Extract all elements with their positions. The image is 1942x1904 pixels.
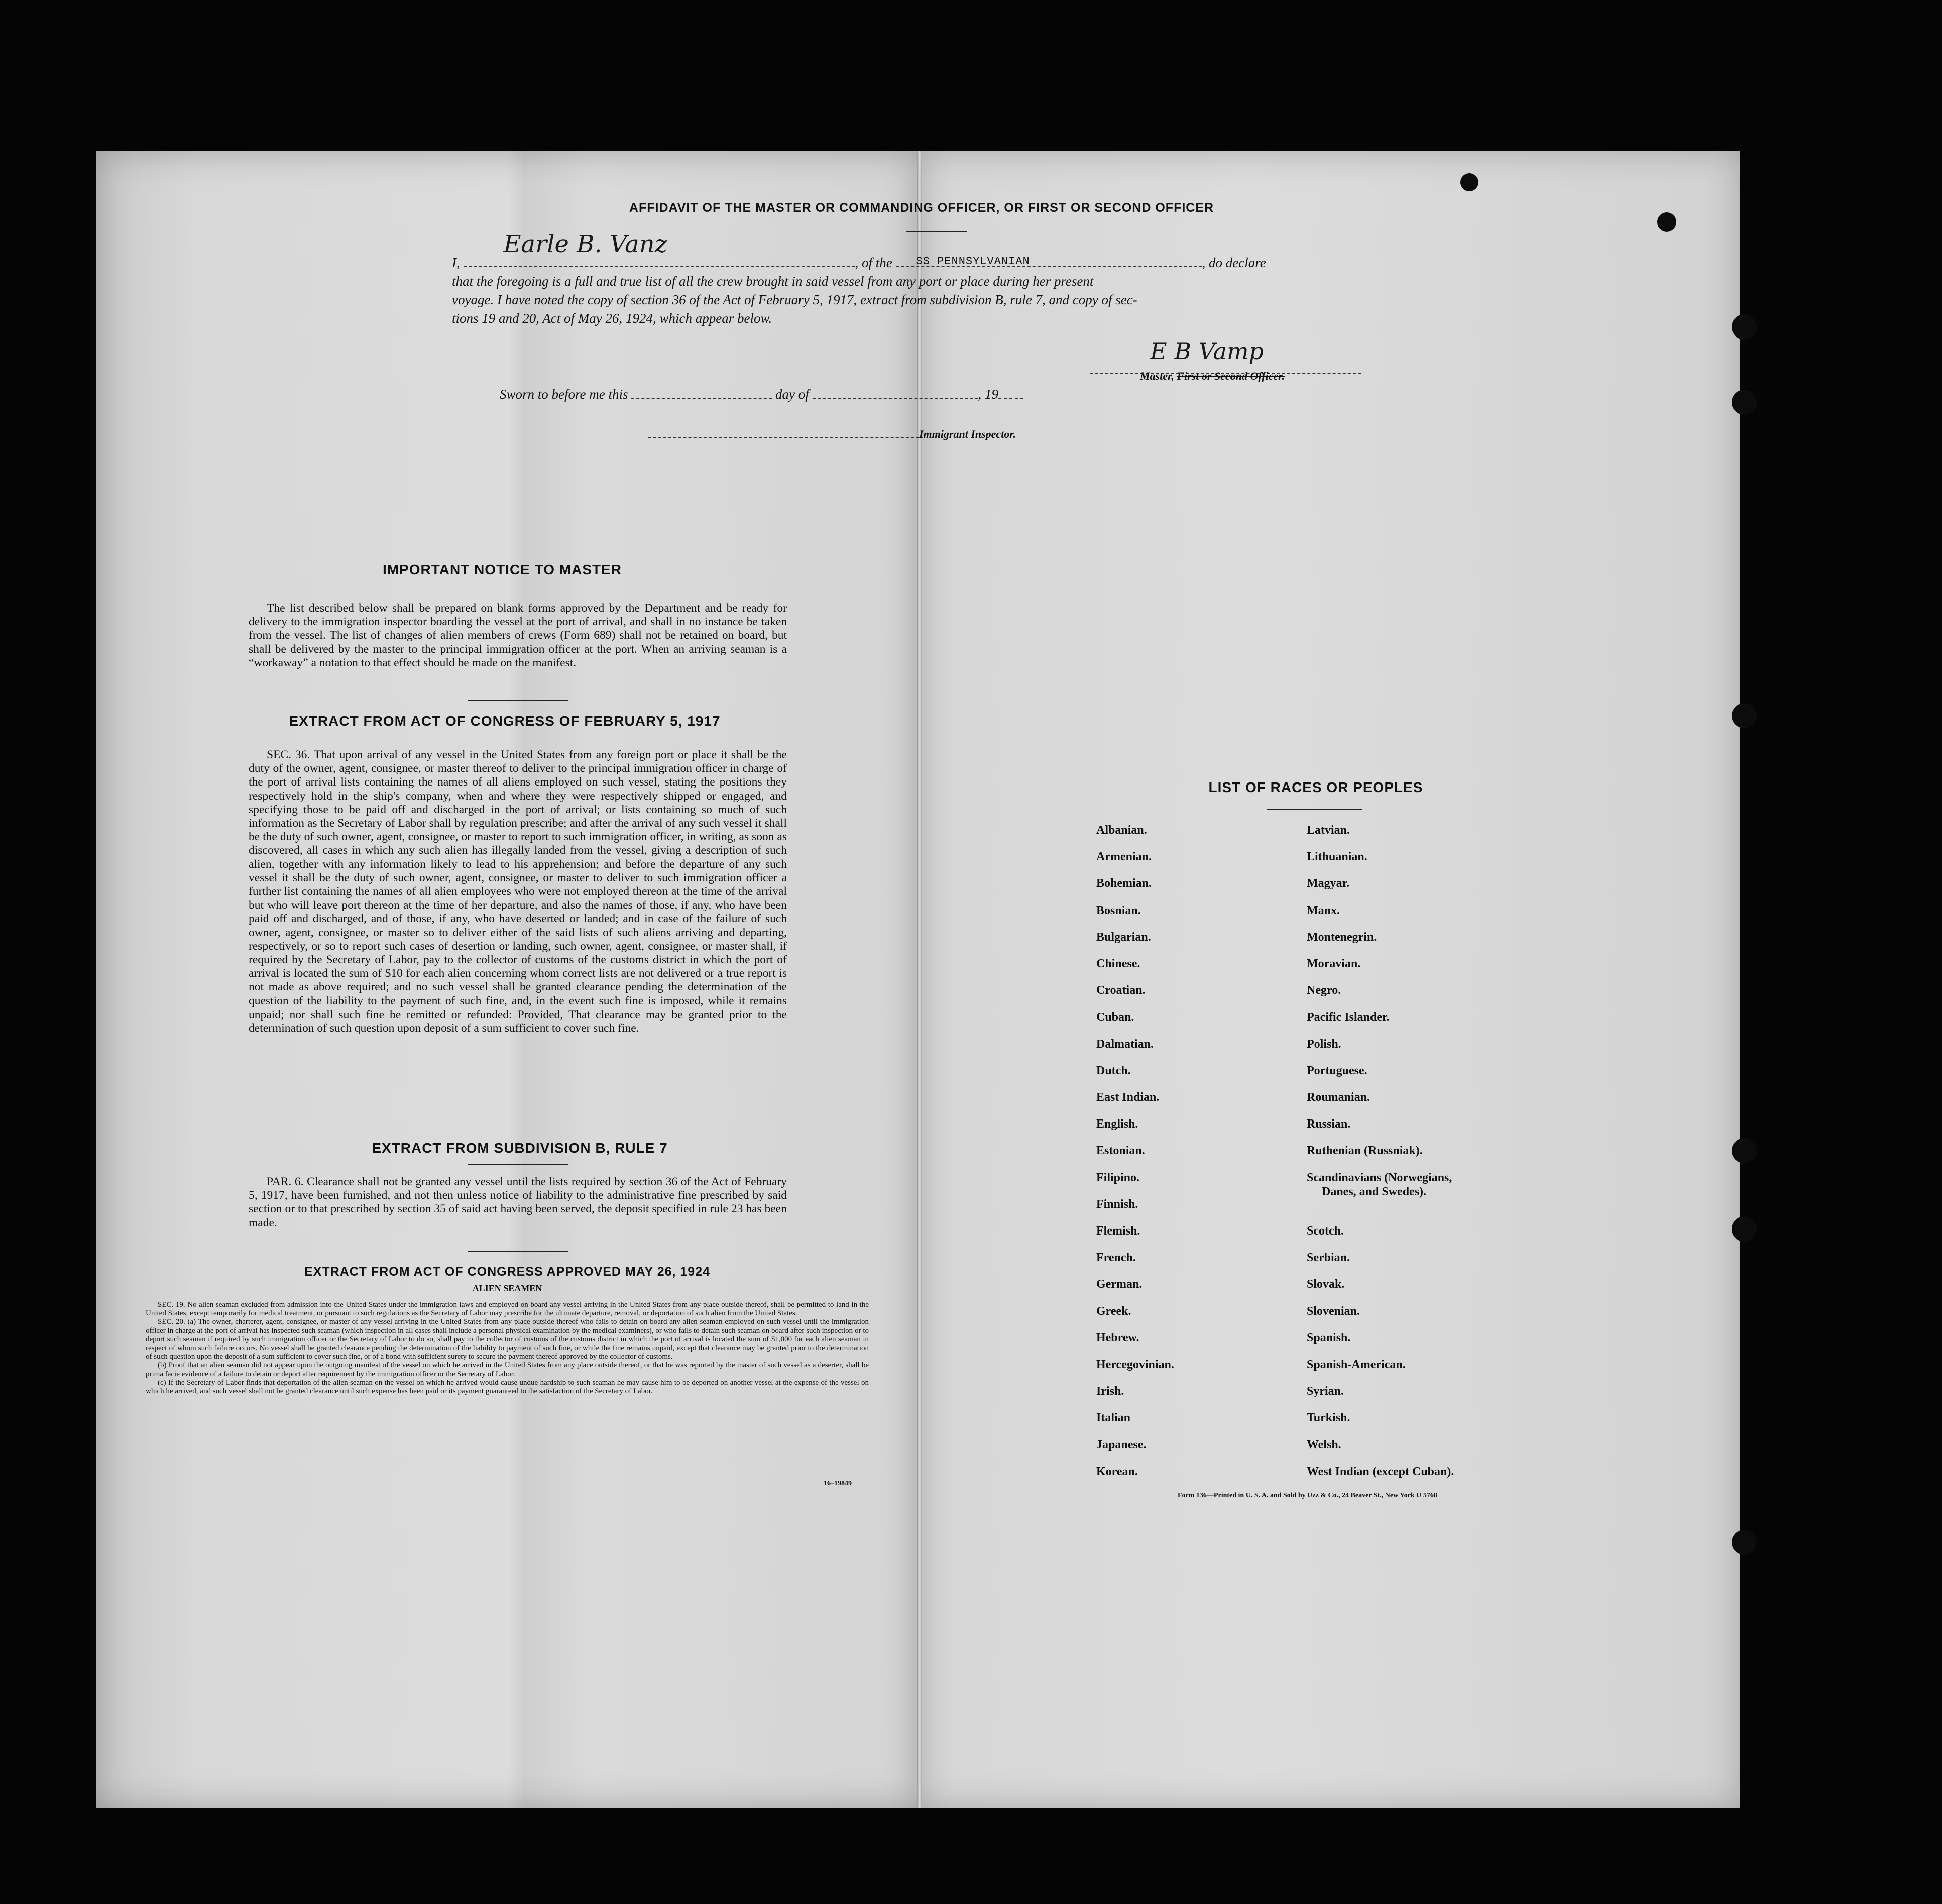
race-item: English. bbox=[1096, 1117, 1138, 1131]
race-item: German. bbox=[1096, 1278, 1143, 1291]
race-item: Ruthenian (Russniak). bbox=[1307, 1144, 1423, 1158]
race-item: Dalmatian. bbox=[1096, 1037, 1154, 1051]
punch-hole-small bbox=[1657, 212, 1676, 232]
race-item: Polish. bbox=[1307, 1037, 1341, 1051]
race-item: Negro. bbox=[1307, 984, 1341, 997]
race-item: Manx. bbox=[1307, 904, 1340, 917]
vessel-name: SS PENNSYLVANIAN bbox=[916, 255, 1030, 268]
of-the-label: , of the bbox=[855, 255, 892, 270]
printer-footer: Form 136—Printed in U. S. A. and Sold by Uzz & Co., 24 Beaver St., New York U 5768 bbox=[1178, 1492, 1437, 1499]
race-item: Lithuanian. bbox=[1307, 850, 1367, 864]
subdivision-b-title: EXTRACT FROM SUBDIVISION B, RULE 7 bbox=[372, 1140, 668, 1156]
name-blank bbox=[464, 230, 855, 267]
race-item: Filipino. bbox=[1096, 1171, 1140, 1184]
sec-20b-paragraph: (b) Proof that an alien seaman did not appear upon the outgoing manifest of the vessel on which he arrived in the United States from any place outside thereof, or that he was reported by the master of such vessel as a deserter, shall be prima facie evidence of a failure to detain or deport after requirement by the immigration officer or the Secretary of Labor. bbox=[146, 1361, 869, 1378]
punch-hole bbox=[1732, 1530, 1757, 1555]
race-item: Scotch. bbox=[1307, 1224, 1344, 1238]
race-item: Serbian. bbox=[1307, 1251, 1350, 1265]
race-item: Estonian. bbox=[1096, 1144, 1145, 1158]
punch-hole-small bbox=[1460, 173, 1478, 191]
subdivision-b-text bbox=[249, 1175, 787, 1230]
sworn-day-blank bbox=[631, 387, 772, 399]
race-item: Bohemian. bbox=[1096, 877, 1152, 890]
race-item: Irish. bbox=[1096, 1385, 1124, 1398]
race-item: Slovak. bbox=[1307, 1278, 1345, 1291]
master-signature-block bbox=[1090, 338, 1361, 387]
sworn-prefix: Sworn to before me this bbox=[500, 387, 628, 402]
do-declare-label: , do declare bbox=[1202, 255, 1266, 270]
punch-hole bbox=[1732, 1138, 1757, 1163]
section-divider bbox=[468, 1251, 568, 1252]
race-item: Magyar. bbox=[1307, 877, 1350, 890]
master-title bbox=[1140, 370, 1285, 383]
race-item: Dutch. bbox=[1096, 1064, 1131, 1077]
race-item: Bosnian. bbox=[1096, 904, 1141, 917]
sworn-year-blank bbox=[998, 387, 1023, 399]
race-item: Spanish-American. bbox=[1307, 1358, 1406, 1371]
races-underline bbox=[1267, 809, 1362, 810]
race-item: Welsh. bbox=[1307, 1438, 1341, 1451]
sworn-line bbox=[500, 387, 1102, 402]
inspector-line bbox=[648, 426, 1100, 441]
par-6-paragraph: PAR. 6. Clearance shall not be granted any vessel until the lists required by section 36 of the Act of February 5, 1917, have been furnished, and not then unless notice of liability to the administrative fine prescribed by said section or to that prescribed by section 35 of said act having been served, the deposit specified in rule 23 has been made. bbox=[249, 1175, 787, 1229]
vessel-blank bbox=[896, 255, 1202, 267]
race-item: West Indian (except Cuban). bbox=[1307, 1465, 1454, 1478]
races-right-column bbox=[1307, 824, 1518, 1487]
notice-paragraph: The list described below shall be prepared on blank forms approved by the Department and be ready for delivery to the immigration inspector boarding the vessel at the port of arrival, and shall in no instance be taken from the vessel. The list of changes of alien members of crews (Form 689) shall not be retained on board, but shall be delivered by the master to the principal immigration officer at the port. When an arriving seaman is a “workaway” a notation to that effect should be made on the manifest. bbox=[249, 602, 787, 669]
i-label: I, bbox=[452, 255, 460, 270]
title-underline bbox=[906, 231, 967, 232]
notice-title: IMPORTANT NOTICE TO MASTER bbox=[382, 562, 622, 577]
race-item: Turkish. bbox=[1307, 1411, 1350, 1425]
sworn-year-label: , 19 bbox=[978, 387, 998, 402]
race-item: Croatian. bbox=[1096, 984, 1146, 997]
master-signature: E B Vamp bbox=[1150, 338, 1264, 365]
affidavit-title: AFFIDAVIT OF THE MASTER OR COMMANDING OFFICER, OR FIRST OR SECOND OFFICER bbox=[629, 201, 1214, 215]
race-item: Hebrew. bbox=[1096, 1331, 1139, 1345]
inspector-label: Immigrant Inspector. bbox=[919, 428, 1016, 440]
race-item: Spanish. bbox=[1307, 1331, 1351, 1345]
declaration-line-3: voyage. I have noted the copy of section 36 of the Act of February 5, 1917, extract from subdivision B, rule 7, and copy of sec- bbox=[452, 292, 1137, 307]
sworn-day-label: day of bbox=[775, 387, 809, 402]
section-36-paragraph: SEC. 36. That upon arrival of any vessel in the United States from any foreign port or place it shall be the duty of the owner, agent, consignee, or master thereof to deliver to the principal immigration officer in charge of the port of arrival lists containing the names of all aliens employed on such vessel, stating the positions they respectively hold in the ship's company, when and where they were respectively shipped or engaged, and specifying those to be paid off and discharged in the port of arrival; or lists containing so much of such information as the Secretary of Labor shall by regulation prescribe; and after the arrival of any such vessel it shall be the duty of such owner, agent, consignee, or master to report to such immigration officer, in writing, as soon as discovered, all cases in which any such alien has illegally landed from the vessel, giving a description of such alien, together with any information likely to lead to his apprehension; and before the departure of any such vessel it shall be the duty of such owner, agent, consignee, or master to deliver to such immigration officer a further list containing the names of all alien employees who were not employed thereon at the time of the arrival but who will leave port thereon at the time of her departure, and also the names of those, if any, who have been paid off and discharged, and of those, if any, who have deserted or landed; and in case of the failure of such owner, agent, consignee, or master so to deliver either of the said lists of such aliens arriving and departing, respectively, or so to report such cases of desertion or landing, such owner, agent, consignee, or master shall, if required by the Secretary of Labor, pay to the collector of customs of the customs district in which the port of arrival is located the sum of $10 for each alien concerning whom correct lists are not delivered or a true report is not made as above required; and no such vessel shall be granted clearance pending the determination of the question of the liability to the payment of such fine, and, in the event such fine is imposed, while it remains unpaid; nor shall such fine be remitted or refunded: Provided, That clearance may be granted prior to the determination of such question upon deposit of a sum sufficient to cover such fine. bbox=[249, 748, 787, 1035]
extract-1924-title: EXTRACT FROM ACT OF CONGRESS APPROVED MAY 26, 1924 bbox=[304, 1265, 711, 1279]
declaration-line-1 bbox=[452, 230, 1396, 272]
form-code: 16–19849 bbox=[824, 1480, 852, 1487]
races-title: LIST OF RACES OR PEOPLES bbox=[1208, 779, 1423, 795]
race-item: Scandinavians (Norwegians, bbox=[1307, 1171, 1452, 1184]
race-item: Albanian. bbox=[1096, 824, 1147, 837]
section-divider bbox=[468, 700, 568, 701]
inspector-signature-blank bbox=[648, 426, 919, 438]
punch-hole bbox=[1732, 703, 1757, 728]
alien-seamen-subtitle: ALIEN SEAMEN bbox=[472, 1283, 542, 1293]
notice-text bbox=[249, 602, 787, 670]
extract-1924-text bbox=[146, 1301, 869, 1396]
master-label: Master, bbox=[1140, 370, 1174, 382]
extract-1917-text bbox=[249, 748, 787, 1035]
race-item: Moravian. bbox=[1307, 957, 1361, 970]
declaration-line-2: that the foregoing is a full and true list of all the crew brought in said vessel from any port or place during her present bbox=[452, 274, 1094, 289]
race-item: East Indian. bbox=[1096, 1091, 1160, 1104]
race-item: Flemish. bbox=[1096, 1224, 1140, 1238]
race-item: Cuban. bbox=[1096, 1011, 1134, 1024]
race-item: Bulgarian. bbox=[1096, 930, 1151, 944]
race-item: Italian bbox=[1096, 1411, 1131, 1425]
race-item: Montenegrin. bbox=[1307, 930, 1377, 944]
race-item: Pacific Islander. bbox=[1307, 1011, 1390, 1024]
officer-struck-label: First or Second Officer. bbox=[1177, 370, 1285, 382]
race-item: Danes, and Swedes). bbox=[1322, 1185, 1427, 1198]
handwritten-name: Earle B. Vanz bbox=[503, 230, 667, 258]
affidavit-declaration bbox=[452, 230, 1396, 328]
races-left-column bbox=[1096, 824, 1297, 1487]
race-item: Finnish. bbox=[1096, 1197, 1138, 1211]
punch-hole bbox=[1732, 390, 1757, 415]
sec-20a-paragraph: SEC. 20. (a) The owner, charterer, agent, consignee, or master of any vessel arriving in the United States from any place outside thereof who fails to detain on board any alien seaman employed on such vessel until the immigration officer in charge at the port of arrival has inspected such seaman (which inspection in all cases shall include a personal physical examination by the medical examiners), or who fails to detain such seaman on board after such inspection or to deport such seaman if required by such immigration officer or the Secretary of Labor to do so, shall pay to the collector of customs of the customs district in which the port of arrival is located the sum of $1,000 for each alien seaman in respect of whom such failure occurs. No vessel shall be granted clearance pending the determination of the liability to payment of such fine, or while the fine remains unpaid, except that clearance may be granted prior to the determination of such question upon the deposit of a sum sufficient to cover such fine, or of a bond with sufficient surety to secure the payment thereof approved by the collector of customs. bbox=[146, 1318, 869, 1361]
race-item: Portuguese. bbox=[1307, 1064, 1367, 1077]
sec-19-paragraph: SEC. 19. No alien seaman excluded from admission into the United States under the immigration laws and employed on board any vessel arriving in the United States from any place outside thereof, shall be permitted to land in the United States, except temporarily for medical treatment, or pursuant to such regulations as the Secretary of Labor may prescribe for the ultimate departure, removal, or deportation of such alien from the United States. bbox=[146, 1301, 869, 1318]
race-item: Hercegovinian. bbox=[1096, 1358, 1174, 1371]
race-item: Latvian. bbox=[1307, 824, 1350, 837]
sec-20c-paragraph: (c) If the Secretary of Labor finds that deportation of the alien seaman on the vessel on which he arrived would cause undue hardship to such seaman he may cause him to be deported on another vessel at the expense of the vessel on which he arrived, and such vessel shall not be granted clearance until such expense has been paid or its payment guaranteed to the satisfaction of the Secretary of Labor. bbox=[146, 1378, 869, 1396]
declaration-line-4: tions 19 and 20, Act of May 26, 1924, which appear below. bbox=[452, 311, 772, 326]
punch-hole bbox=[1732, 1216, 1757, 1242]
extract-1917-title: EXTRACT FROM ACT OF CONGRESS OF FEBRUARY 5, 1917 bbox=[289, 713, 721, 729]
race-item: Russian. bbox=[1307, 1117, 1351, 1131]
race-item: Greek. bbox=[1096, 1304, 1131, 1318]
race-item: Slovenian. bbox=[1307, 1304, 1360, 1318]
race-item: Armenian. bbox=[1096, 850, 1152, 864]
race-item: Roumanian. bbox=[1307, 1091, 1370, 1104]
race-item: French. bbox=[1096, 1251, 1136, 1265]
race-item: Japanese. bbox=[1096, 1438, 1147, 1451]
race-item: Syrian. bbox=[1307, 1385, 1344, 1398]
section-divider bbox=[468, 1164, 568, 1165]
sworn-month-blank bbox=[813, 387, 978, 399]
punch-hole bbox=[1732, 314, 1757, 340]
race-item: Chinese. bbox=[1096, 957, 1140, 970]
race-item: Korean. bbox=[1096, 1465, 1138, 1478]
